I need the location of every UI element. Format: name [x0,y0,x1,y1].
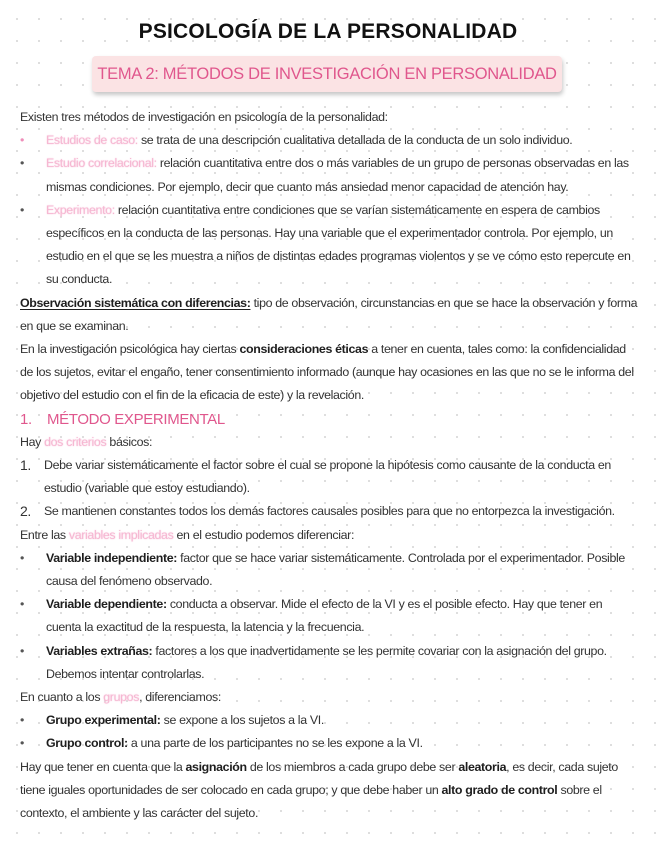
bullet-marker: • [20,156,24,171]
criteria-intro [20,431,640,454]
closing-term: aleatoria [458,759,507,774]
variable-text: factor que se hace variar sistemáticamente. Controlada por el experimentador. Posible causa del fenómeno observado. [46,550,625,589]
group-term: Grupo control: [46,736,128,751]
method-item [20,129,640,152]
variable-item [20,640,640,686]
closing-term: asignación [185,759,247,774]
method-item [20,199,640,292]
closing-text: Hay que tener en cuenta que la [20,759,186,774]
variable-item [20,547,640,593]
criteria-item [20,500,640,523]
bullet-marker: • [20,713,24,728]
groups-intro [20,686,640,709]
observation-paragraph [20,292,640,338]
variable-text: factores a los que inadvertidamente se les permite covariar con la asignación del grupo. Debemos intentar controlarlas. [46,643,607,681]
criteria-intro-text: Hay [20,434,45,449]
observation-text: tipo de observación, circunstancias en que se hace la observación y forma en que se examinan. [20,295,638,333]
closing-text: sobre el contexto, el ambiente y las carácter del sujeto. [20,782,602,821]
closing-text: de los miembros a cada grupo debe ser [246,759,459,774]
group-text: se expone a los sujetos a la VI. [160,713,324,728]
list-number: 2. [20,503,31,520]
section-title: MÉTODO EXPERIMENTAL [47,410,225,428]
bullet-marker: • [20,736,24,751]
method-item [20,152,640,198]
criteria-text: Debe variar sistemáticamente el factor sobre el cual se propone la hipótesis como causante de la conducta en estudio (variable que estoy estudiando). [44,458,611,496]
variable-term: Variables extrañas: [46,643,153,658]
groups-intro-text: En cuanto a los [20,690,104,705]
group-term: Grupo experimental: [46,713,161,728]
subtitle-text: TEMA 2: MÉTODOS DE INVESTIGACIÓN EN PERSONALIDAD [97,64,557,83]
ethics-term: consideraciones éticas [239,342,369,357]
method-text: relación cuantitativa entre dos o más variables de un grupo de personas observadas en las mismas condiciones. Por ejemplo, decir que cuanto más ansiedad menor capacidad de atención hay. [46,156,629,194]
variables-intro-text: Entre las [20,527,69,542]
closing-term: alto grado de control [441,782,558,797]
group-item [20,732,640,755]
list-number: 1. [20,457,31,474]
bullet-marker: • [20,133,24,148]
section-number: 1. [20,410,32,428]
method-text: se trata de una descripción cualitativa detallada de la conducta de un solo individuo. [137,133,573,148]
groups-intro-text: , diferenciamos: [139,690,221,705]
bullet-marker: • [20,597,24,612]
criteria-item [20,454,640,500]
section-heading [20,408,640,431]
variables-intro [20,524,640,547]
ethics-text: En la investigación psicológica hay ciertas [20,342,240,357]
criteria-intro-text: básicos: [106,434,153,449]
group-item [20,709,640,732]
method-text: relación cuantitativa entre condiciones que se varían sistemáticamente en espera de cambios específicos en la conducta de las personas. Hay una variable que el experimentador controla. Por ejemplo, un estudio en el que se les muestra a niños de distintas edades programas violentos y se ve cómo esto repercute en su conducta. [46,202,631,287]
intro-text: Existen tres métodos de investigación en psicología de la personalidad: [20,110,388,124]
method-term: Experimento: [46,202,115,217]
closing-text: , es decir, cada sujeto tiene iguales oportunidades de ser colocado en cada grupo; y que debe haber un [20,759,618,797]
variable-item [20,593,640,639]
method-term: Estudios de caso: [46,133,138,148]
ethics-text: a tener en cuenta, tales como: la confidencialidad de los sujetos, evitar el engaño, tener consentimiento informado (aunque hay ocasiones en las que no se le informa del objetivo del estudio con el fin de la eficacia de este) y la revelación. [20,342,634,403]
groups-term: grupos [103,690,140,705]
criteria-term: dos criterios [44,434,107,449]
page-title: PSICOLOGÍA DE LA PERSONALIDAD [138,20,518,43]
variables-intro-text: en el estudio podemos diferenciar: [173,527,355,542]
variable-term: Variable dependiente: [46,597,167,612]
bullet-marker: • [20,643,24,658]
ethics-paragraph [20,338,640,408]
variables-term: variables implicadas [68,527,174,542]
subtitle-banner [92,56,562,92]
notes-content [20,106,640,825]
criteria-text: Se mantienen constantes todos los demás factores causales posibles para que no entorpezca la investigación. [44,504,615,519]
observation-term: Observación sistemática con diferencias: [20,295,251,310]
method-term: Estudio correlacional: [46,156,157,171]
variable-text: conducta a observar. Mide el efecto de la VI y es el posible efecto. Hay que tener en cuenta la exactitud de la respuesta, la latencia y la frecuencia. [46,597,603,635]
bullet-marker: • [20,550,24,565]
group-text: a una parte de los participantes no se les expone a la VI. [127,736,423,751]
closing-paragraph [20,756,640,826]
bullet-marker: • [20,202,24,217]
variable-term: Variable independiente: [46,550,178,565]
